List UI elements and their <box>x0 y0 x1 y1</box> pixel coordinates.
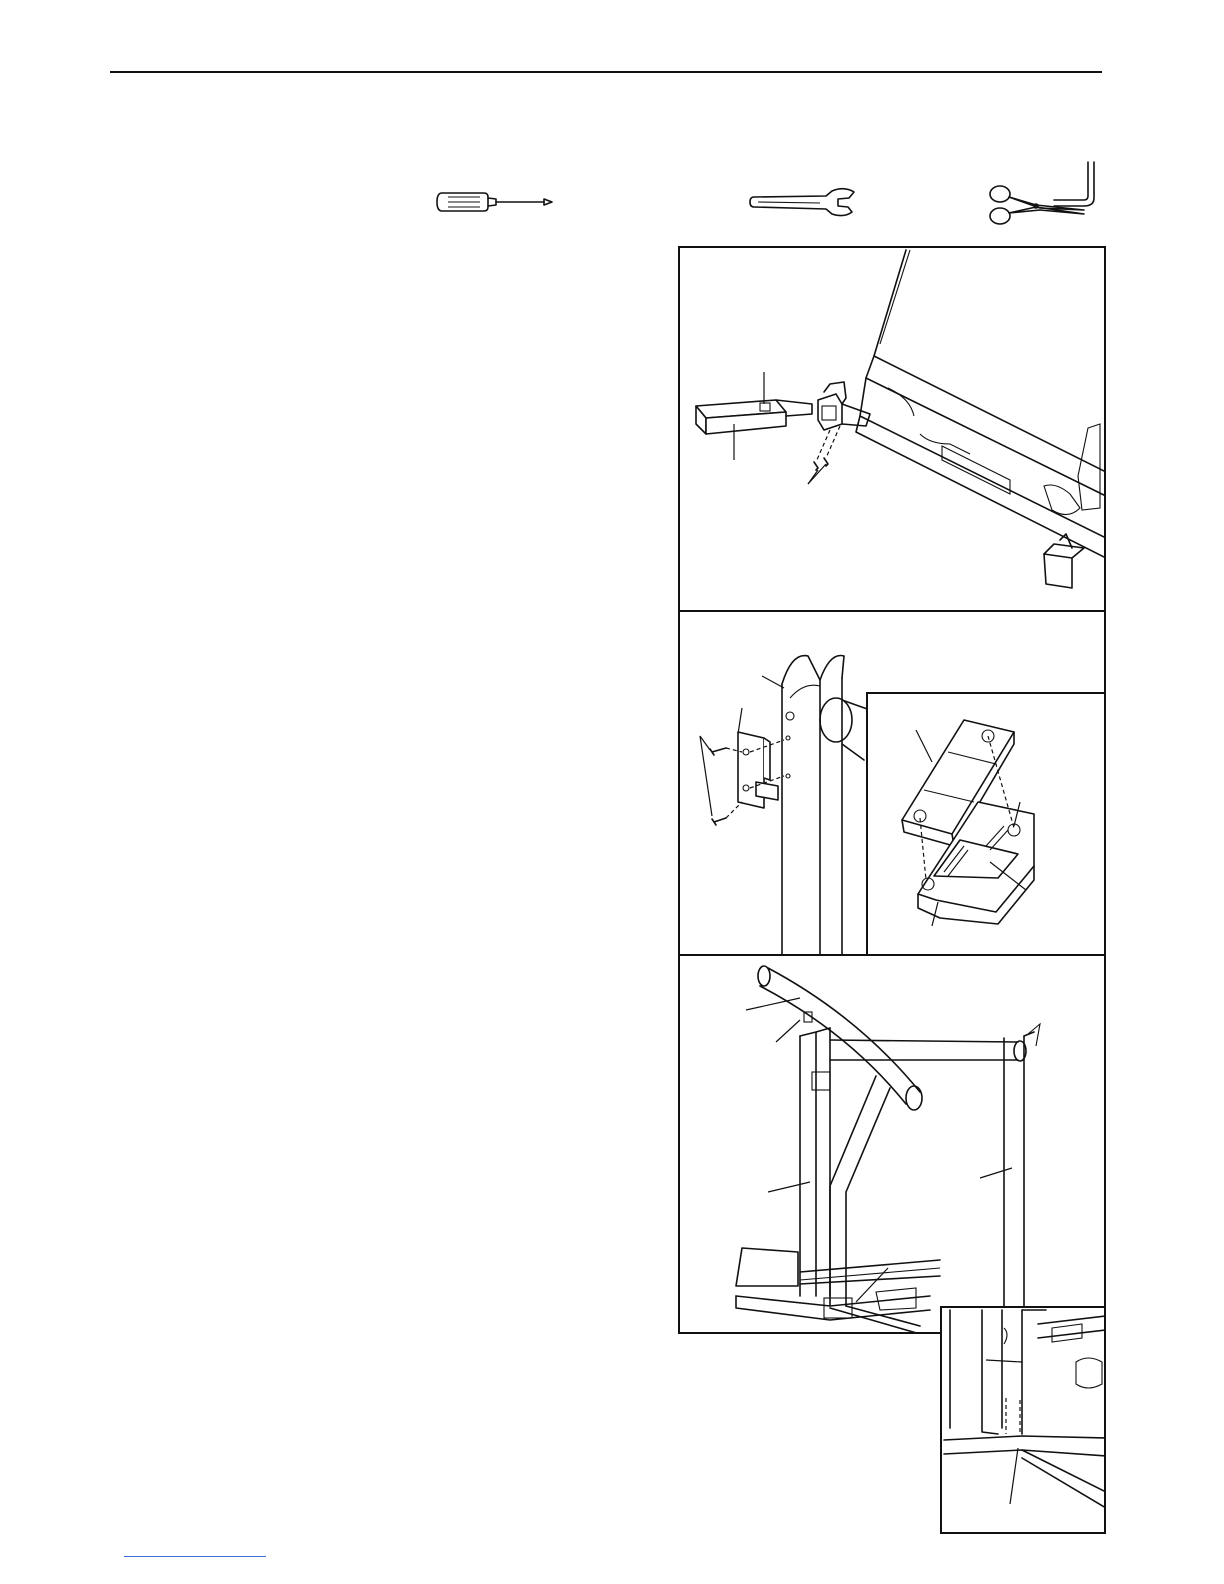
figure-2-inset <box>866 692 1106 956</box>
wrench-icon <box>748 186 860 220</box>
figure-3-detail-inset <box>940 1306 1106 1534</box>
footer-link-underline[interactable] <box>124 1556 266 1557</box>
header-rule <box>110 71 1102 73</box>
figure-2-panel <box>678 610 1106 956</box>
screwdriver-icon <box>434 188 556 216</box>
figure-3-panel <box>678 954 1106 1334</box>
scissors-icon <box>984 160 1096 228</box>
figure-1-panel <box>678 246 1106 612</box>
